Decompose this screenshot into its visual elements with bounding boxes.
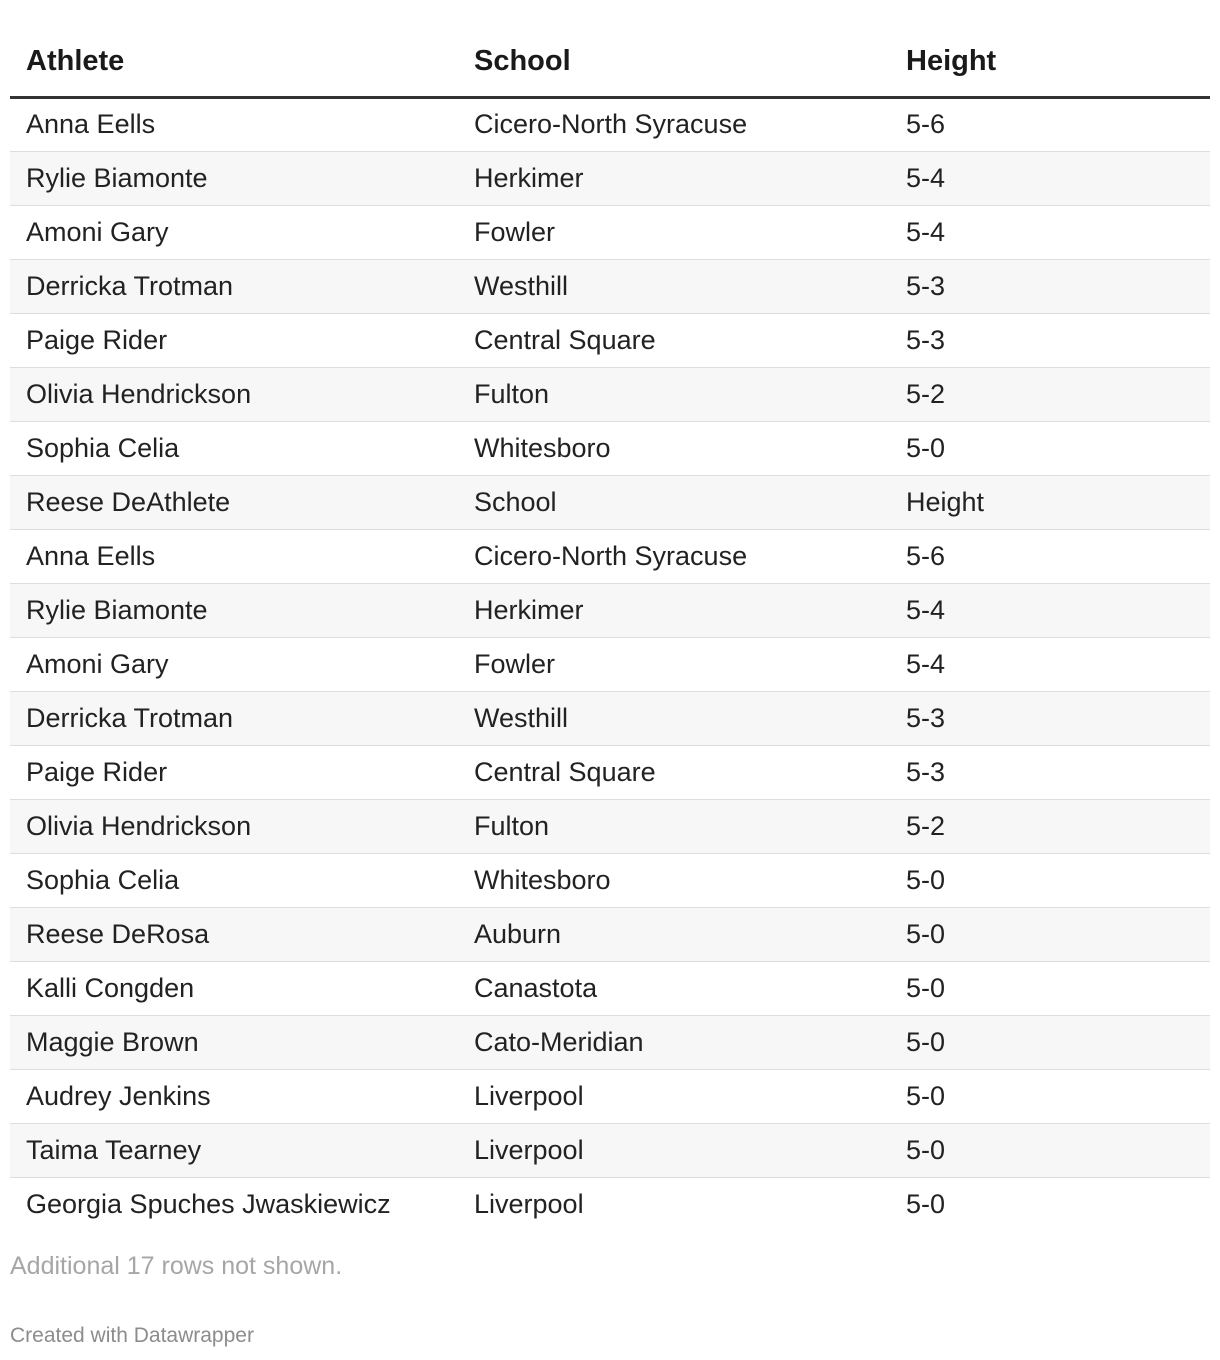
school-cell: Auburn [458, 907, 890, 961]
height-cell: Height [890, 475, 1210, 529]
school-cell: Herkimer [458, 583, 890, 637]
school-cell: Fowler [458, 637, 890, 691]
athlete-cell: Paige Rider [10, 313, 458, 367]
athlete-cell: Reese DeAthlete [10, 475, 458, 529]
school-cell: Cicero-North Syracuse [458, 97, 890, 151]
table-row [10, 691, 1210, 745]
athlete-cell: Sophia Celia [10, 853, 458, 907]
school-cell: Central Square [458, 313, 890, 367]
table-body [10, 97, 1210, 1231]
school-cell: Cato-Meridian [458, 1015, 890, 1069]
athlete-cell: Paige Rider [10, 745, 458, 799]
table-row [10, 259, 1210, 313]
school-cell: Fowler [458, 205, 890, 259]
athlete-cell: Taima Tearney [10, 1123, 458, 1177]
table-row [10, 97, 1210, 151]
school-cell: Liverpool [458, 1069, 890, 1123]
height-cell: 5-0 [906, 1188, 946, 1219]
column-header-school[interactable]: School [458, 0, 890, 97]
school-cell: Fulton [458, 367, 890, 421]
table-row [10, 1069, 1210, 1123]
table-row [10, 853, 1210, 907]
height-cell: 5-3 [890, 745, 1210, 799]
data-table [10, 0, 1210, 1231]
height-cell: 5-0 [890, 907, 1210, 961]
athlete-cell: Anna Eells [10, 97, 458, 151]
table-row [10, 583, 1210, 637]
height-cell: 5-0 [890, 1069, 1210, 1123]
table-container [10, 0, 1210, 1231]
athlete-cell: Derricka Trotman [10, 259, 458, 313]
table-row [10, 1177, 1210, 1231]
athlete-cell: Olivia Hendrickson [10, 367, 458, 421]
table-row [10, 799, 1210, 853]
height-cell: 5-3 [890, 313, 1210, 367]
table-row [10, 367, 1210, 421]
school-cell: School [458, 475, 890, 529]
table-row [10, 529, 1210, 583]
school-cell: Fulton [458, 799, 890, 853]
height-cell: 5-6 [890, 97, 1210, 151]
school-cell: Liverpool [474, 1188, 584, 1219]
table-row [10, 745, 1210, 799]
table-row [10, 475, 1210, 529]
table-row [10, 637, 1210, 691]
height-cell: 5-0 [890, 1123, 1210, 1177]
school-cell: Cicero-North Syracuse [458, 529, 890, 583]
school-cell: Whitesboro [458, 853, 890, 907]
school-cell: Westhill [458, 691, 890, 745]
height-cell: 5-2 [890, 799, 1210, 853]
height-cell: 5-3 [890, 691, 1210, 745]
athlete-cell: Georgia Spuches Jwaskiewicz [26, 1188, 391, 1219]
height-cell: 5-4 [890, 583, 1210, 637]
school-cell: Central Square [458, 745, 890, 799]
height-cell: 5-3 [890, 259, 1210, 313]
table-row [10, 1123, 1210, 1177]
table-row [10, 313, 1210, 367]
athlete-cell: Derricka Trotman [10, 691, 458, 745]
athlete-cell: Olivia Hendrickson [10, 799, 458, 853]
height-cell: 5-4 [890, 205, 1210, 259]
table-row [10, 907, 1210, 961]
school-cell: Westhill [458, 259, 890, 313]
athlete-cell: Kalli Congden [10, 961, 458, 1015]
column-header-height[interactable]: Height [890, 0, 1210, 97]
table-row [10, 1015, 1210, 1069]
athlete-cell: Reese DeRosa [10, 907, 458, 961]
table-row [10, 205, 1210, 259]
athlete-cell: Anna Eells [10, 529, 458, 583]
column-header-athlete[interactable]: Athlete [10, 0, 458, 97]
height-cell: 5-2 [890, 367, 1210, 421]
athlete-cell: Rylie Biamonte [10, 151, 458, 205]
height-cell: 5-0 [890, 961, 1210, 1015]
header-row [10, 0, 1210, 97]
credit-link[interactable]: Created with Datawrapper [10, 1324, 254, 1347]
athlete-cell: Maggie Brown [10, 1015, 458, 1069]
height-cell: 5-6 [890, 529, 1210, 583]
height-cell: 5-4 [890, 151, 1210, 205]
height-cell: 5-4 [890, 637, 1210, 691]
athlete-cell: Amoni Gary [10, 205, 458, 259]
table-row [10, 961, 1210, 1015]
school-cell: Liverpool [458, 1123, 890, 1177]
table-row [10, 421, 1210, 475]
school-cell: Canastota [458, 961, 890, 1015]
athlete-cell: Audrey Jenkins [10, 1069, 458, 1123]
height-cell: 5-0 [890, 853, 1210, 907]
table-row [10, 151, 1210, 205]
rows-not-shown-note: Additional 17 rows not shown. [10, 1252, 343, 1280]
school-cell: Whitesboro [458, 421, 890, 475]
athlete-cell: Rylie Biamonte [10, 583, 458, 637]
athlete-cell: Sophia Celia [10, 421, 458, 475]
height-cell: 5-0 [890, 421, 1210, 475]
school-cell: Herkimer [458, 151, 890, 205]
athlete-cell: Amoni Gary [10, 637, 458, 691]
height-cell: 5-0 [890, 1015, 1210, 1069]
